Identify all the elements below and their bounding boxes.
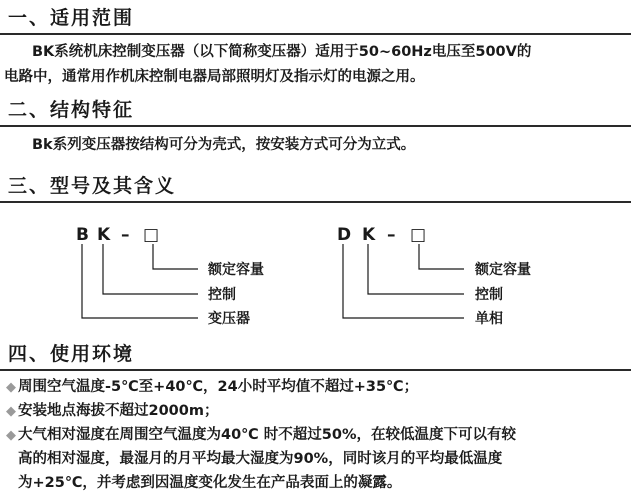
dk-char-d: D (337, 225, 352, 245)
section-2-line-1: Bk系列变压器按结构可分为壳式，按安装方式可分为立式。 (32, 137, 416, 153)
dk-leader-capacity (419, 244, 464, 269)
env-bullet-3-line-1: 大气相对湿度在周围空气温度为40℃ 时不超过50%，在较低温度下可以有较 (18, 427, 516, 443)
dk-char-k: K (362, 225, 376, 245)
dk-char-box: □ (410, 225, 427, 245)
bk-char-dash: – (121, 225, 130, 245)
env-bullet-3-line-3: 为+25℃，并考虑到因温度变化发生在产品表面上的凝露。 (18, 475, 402, 491)
diamond-bullet-icon: ◆ (6, 428, 16, 443)
bk-label-control: 控制 (208, 287, 236, 303)
env-bullet-2-text: 安装地点海拔不超过2000m； (18, 403, 219, 419)
env-bullet-3 (6, 423, 516, 448)
bk-char-k: K (97, 225, 111, 245)
dk-label-single-phase: 单相 (475, 311, 503, 327)
bk-char-box: □ (143, 225, 160, 245)
section-4-divider (0, 369, 631, 371)
bk-label-transformer: 变压器 (208, 311, 250, 327)
dk-label-capacity: 额定容量 (475, 262, 531, 278)
diamond-bullet-icon: ◆ (6, 404, 16, 419)
dk-char-dash: – (387, 225, 396, 245)
bk-char-b: B (76, 225, 89, 245)
section-3-heading: 三、型号及其含义 (8, 175, 177, 197)
bk-label-capacity: 额定容量 (208, 262, 264, 278)
section-2-heading: 二、结构特征 (8, 99, 135, 121)
bk-leader-transformer (82, 244, 198, 318)
section-1-heading: 一、适用范围 (8, 7, 135, 29)
section-4-heading: 四、使用环境 (8, 343, 135, 365)
section-1-line-1: BK系统机床控制变压器（以下简称变压器）适用于50~60Hz电压至500V的 (32, 44, 532, 60)
section-1-line-2: 电路中，通常用作机床控制电器局部照明灯及指示灯的电源之用。 (4, 69, 425, 85)
dk-label-control: 控制 (475, 287, 503, 303)
env-bullet-1 (6, 375, 418, 400)
bk-leader-capacity (153, 244, 198, 269)
diamond-bullet-icon: ◆ (6, 380, 16, 395)
dk-leader-single-phase (343, 244, 464, 318)
env-bullet-2 (6, 399, 218, 424)
env-bullet-1-text: 周围空气温度-5℃至+40℃，24小时平均值不超过+35℃； (18, 379, 419, 395)
env-bullet-3-line-2: 高的相对湿度，最湿月的月平均最大湿度为90%，同时该月的平均最低温度 (18, 451, 503, 467)
